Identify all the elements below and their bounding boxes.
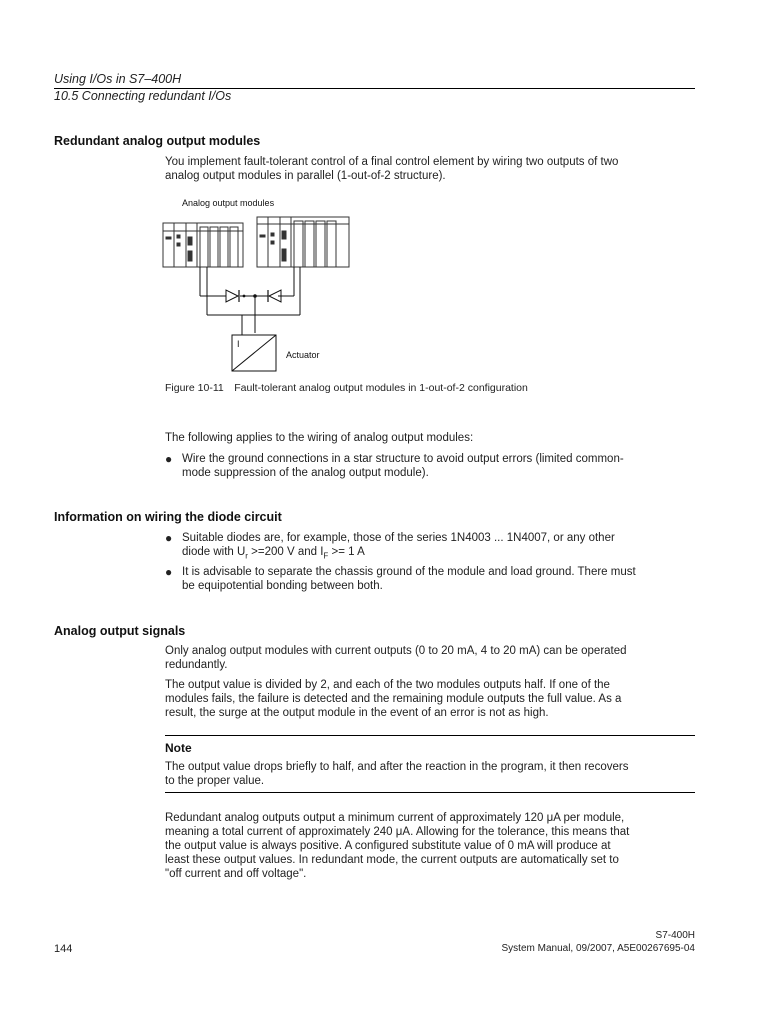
bullet-line: be equipotential bonding between both. (182, 580, 383, 592)
paragraph-minimum-current (165, 811, 695, 881)
bullet-line-diode-ratings (182, 545, 695, 563)
running-header-section: 10.5 Connecting redundant I/Os (54, 89, 232, 103)
wiring-lines (200, 267, 300, 335)
note-body (165, 760, 695, 788)
junction-dot (243, 295, 246, 298)
text-line: modules fails, the failure is detected and the remaining module outputs the full value. As a (165, 693, 622, 705)
bullet-dot-icon: ● (165, 565, 173, 579)
analog-output-module-rack-1 (163, 223, 243, 267)
text-line: Only analog output modules with current outputs (0 to 20 mA, 4 to 20 mA) can be operated (165, 645, 627, 657)
modules-label: Analog output modules (182, 198, 275, 208)
note-bottom-rule (165, 792, 695, 793)
text-line: The output value is divided by 2, and each of the two modules outputs half. If one of the (165, 679, 610, 691)
running-header-chapter: Using I/Os in S7–400H (54, 72, 182, 86)
diode-left-icon (226, 290, 239, 302)
subscript: r (245, 551, 248, 561)
bullet-line: Suitable diodes are, for example, those of the series 1N4003 ... 1N4007, or any other (182, 532, 615, 544)
text-fragment: >=200 V and I (247, 546, 324, 558)
page-number: 144 (54, 943, 73, 955)
intro-paragraph (165, 155, 695, 183)
text-line: redundantly. (165, 659, 228, 671)
bullet-line: Wire the ground connections in a star structure to avoid output errors (limited common- (182, 453, 624, 465)
bullet-chassis-ground (165, 565, 695, 593)
text-line: meaning a total current of approximately 240 μA. Allowing for the tolerance, this means that (165, 826, 630, 838)
section-heading-diode-circuit: Information on wiring the diode circuit (54, 510, 282, 524)
text-line: least these output values. In redundant mode, the current outputs are automatically set to (165, 854, 619, 866)
actuator-current-symbol: I (237, 339, 240, 349)
section-heading-redundant-analog-output: Redundant analog output modules (54, 134, 261, 148)
bullet-suitable-diodes (165, 531, 695, 563)
bullet-dot-icon: ● (165, 452, 173, 466)
wiring-diagram-figure (160, 193, 360, 378)
actuator-box (232, 335, 276, 371)
section-heading-analog-output-signals: Analog output signals (54, 624, 186, 638)
text-line: Redundant analog outputs output a minimum current of approximately 120 μA per module, (165, 812, 625, 824)
junction-dot (253, 294, 257, 298)
text-line: to the proper value. (165, 775, 265, 787)
text-line: result, the surge at the output module in the event of an error is not as high. (165, 707, 549, 719)
bullet-dot-icon: ● (165, 531, 173, 545)
note-title: Note (165, 741, 192, 755)
footer-manual-info: System Manual, 09/2007, A5E00267695-04 (501, 943, 695, 954)
text-fragment: diode with U (182, 546, 246, 558)
actuator-label: Actuator (286, 350, 320, 360)
text-line: The output value drops briefly to half, and after the reaction in the program, it then recovers (165, 761, 629, 773)
bullet-ground-connections (165, 452, 695, 480)
note-top-rule (165, 735, 695, 736)
text-fragment: >= 1 A (328, 546, 365, 558)
paragraph-output-divided (165, 678, 695, 720)
analog-output-module-rack-2 (257, 217, 349, 267)
footer-product: S7-400H (655, 930, 695, 941)
figure-caption: Figure 10-11 Fault-tolerant analog output modules in 1-out-of-2 configuration (165, 382, 528, 394)
intro-line: analog output modules in parallel (1-out-of-2 structure). (165, 170, 446, 182)
wiring-intro: The following applies to the wiring of analog output modules: (165, 432, 474, 444)
bullet-line: mode suppression of the analog output module). (182, 467, 429, 479)
paragraph-current-outputs (165, 644, 695, 672)
intro-line: You implement fault-tolerant control of a final control element by wiring two outputs of two (165, 156, 619, 168)
text-line: the output value is always positive. A configured substitute value of 0 mA will produce at (165, 840, 611, 852)
subscript: F (323, 551, 329, 561)
text-line: "off current and off voltage". (165, 868, 307, 880)
bullet-line: It is advisable to separate the chassis ground of the module and load ground. There must (182, 566, 636, 578)
